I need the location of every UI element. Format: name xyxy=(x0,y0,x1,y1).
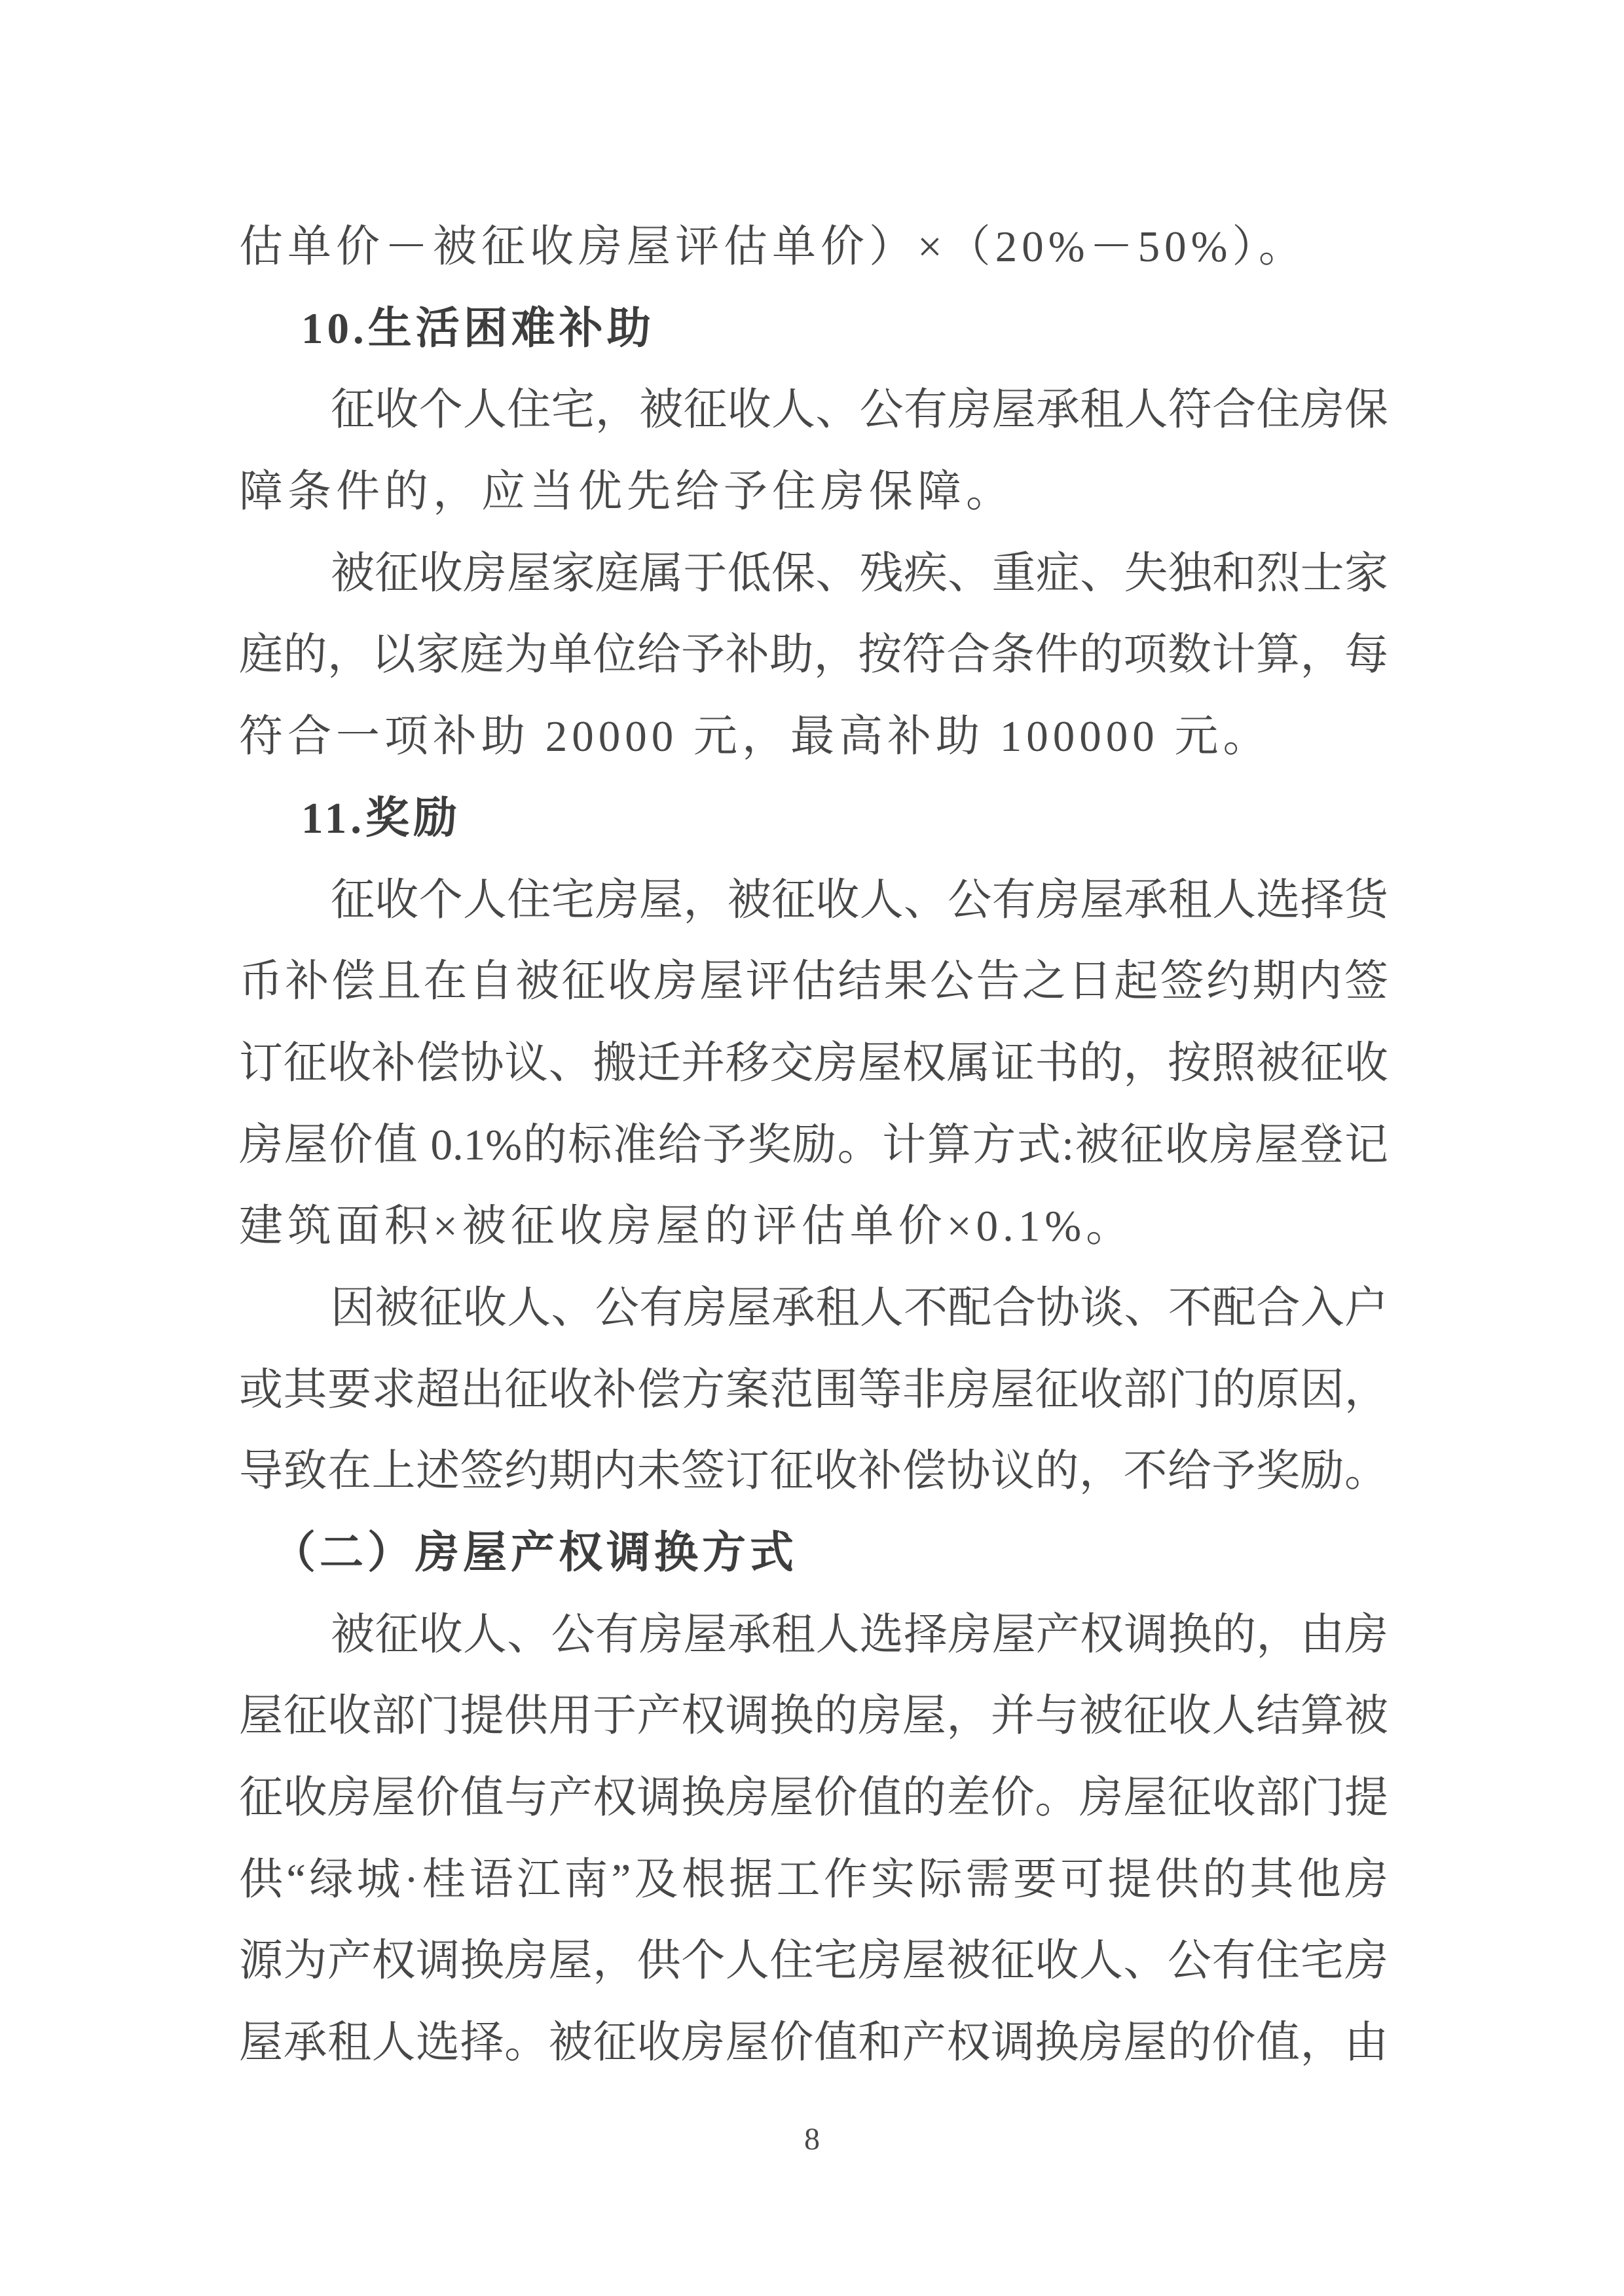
document-line: 被征收房屋家庭属于低保、残疾、重症、失独和烈士家 xyxy=(331,549,1388,598)
document-line: 庭的，以家庭为单位给予补助，按符合条件的项数计算，每 xyxy=(239,630,1388,680)
document-line: 符合一项补助 20000 元，最高补助 100000 元。 xyxy=(239,712,1272,761)
document-line: 障条件的，应当优先给予住房保障。 xyxy=(239,467,1014,517)
document-line: 导致在上述签约期内未签订征收补偿协议的，不给予奖励。 xyxy=(239,1447,1388,1496)
document-line: 因被征收人、公有房屋承租人不配合协谈、不配合入户 xyxy=(331,1283,1388,1332)
document-line: 供“绿城·桂语江南”及根据工作实际需要可提供的其他房 xyxy=(239,1855,1388,1904)
page-number: 8 xyxy=(804,2122,820,2157)
document-line: 征收个人住宅房屋，被征收人、公有房屋承租人选择货 xyxy=(331,875,1388,924)
document-line: 或其要求超出征收补偿方案范围等非房屋征收部门的原因， xyxy=(239,1365,1388,1414)
document-line: 屋承租人选择。被征收房屋价值和产权调换房屋的价值，由 xyxy=(239,2018,1388,2068)
document-line: 征收个人住宅，被征收人、公有房屋承租人符合住房保 xyxy=(331,386,1388,435)
document-line: 被征收人、公有房屋承租人选择房屋产权调换的，由房 xyxy=(331,1610,1388,1659)
document-body xyxy=(239,206,1388,2084)
document-line: 屋征收部门提供用于产权调换的房屋，并与被征收人结算被 xyxy=(239,1692,1388,1741)
document-line: 订征收补偿协议、搬迁并移交房屋权属证书的，按照被征收 xyxy=(239,1038,1388,1087)
document-line: 房屋价值 0.1%的标准给予奖励。计算方式:被征收房屋登记 xyxy=(239,1120,1388,1169)
heading-line: 10.生活困难补助 xyxy=(301,304,655,353)
document-line: 估单价－被征收房屋评估单价）×（20%－50%）。 xyxy=(239,223,1307,271)
document-line: 建筑面积×被征收房屋的评估单价×0.1%。 xyxy=(239,1202,1135,1251)
heading-line: 11.奖励 xyxy=(301,793,462,843)
heading-line: （二）房屋产权调换方式 xyxy=(272,1529,798,1577)
document-line: 币补偿且在自被征收房屋评估结果公告之日起签约期内签 xyxy=(239,957,1388,1006)
document-line: 源为产权调换房屋，供个人住宅房屋被征收人、公有住宅房 xyxy=(239,1937,1388,1986)
document-line: 征收房屋价值与产权调换房屋价值的差价。房屋征收部门提 xyxy=(239,1774,1388,1823)
